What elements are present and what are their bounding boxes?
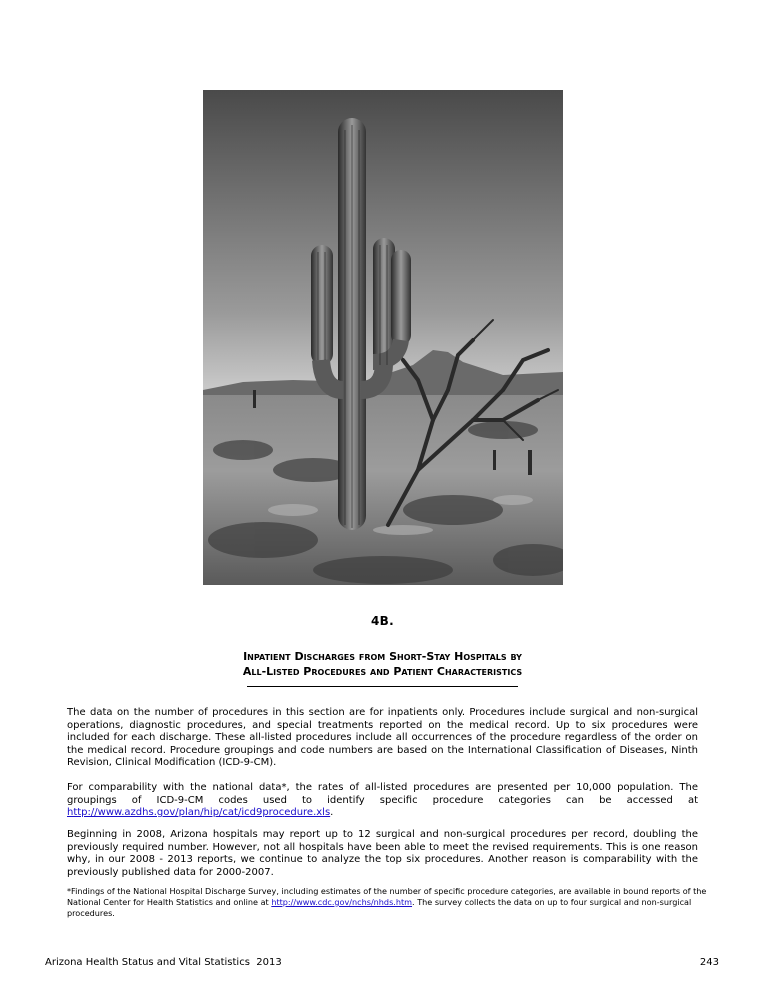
section-title — [0, 649, 765, 679]
comparability-paragraph — [67, 782, 698, 820]
footnote-text-end: . The survey collects the data on up to four surgical and non-surgical procedures. — [67, 897, 692, 918]
intro-paragraph: The data on the number of procedures in this section are for inpatients only. Procedures include surgical and non-surgical operations, diagnostic procedures, and special treatments reported on the medical record. Up to six procedures were included for each discharge. These all-listed procedures include all occurrences of the procedure regardless of the order on the medical record. Procedure groupings and code numbers are based on the International Classification of Diseases, Ninth Revision, Clinical Modification (ICD-9-CM). — [67, 707, 698, 769]
page-number: 243 — [699, 957, 719, 968]
section-title-line-2: All-Listed Procedures and Patient Characteristics — [242, 665, 523, 678]
nhds-link[interactable]: http://www.cdc.gov/nchs/nhds.htm — [271, 897, 413, 907]
saguaro-photo — [203, 90, 563, 585]
section-number: 4B. — [371, 614, 394, 628]
title-divider — [247, 686, 518, 687]
comparability-end: . — [330, 807, 334, 819]
footer-publication: Arizona Health Status and Vital Statistics 2013 — [45, 957, 282, 968]
footnote-text: *Findings of the National Hospital Discharge Survey, including estimates of the number of specific procedure categories, are available in bound reports of the National Center for Health Statistics and online at — [67, 886, 707, 907]
section-title-line-1: Inpatient Discharges from Short-Stay Hospitals by — [243, 650, 522, 663]
footnote — [67, 886, 707, 919]
icd9-procedure-link[interactable]: http://www.azdhs.gov/plan/hip/cat/icd9procedure.xls — [67, 807, 331, 819]
comparability-text: For comparability with the national data*, the rates of all-listed procedures are presented per 10,000 population. The groupings of ICD-9-CM codes used to identify specific procedure categories can be accessed at — [67, 782, 698, 806]
reporting-paragraph: Beginning in 2008, Arizona hospitals may report up to 12 surgical and non-surgical procedures per record, doubling the previously required number. However, not all hospitals have been able to meet the revised requirements. This is one reason why, in our 2008 - 2013 reports, we continue to analyze the top six procedures. Another reason is comparability with the previously published data for 2000-2007. — [67, 829, 698, 878]
